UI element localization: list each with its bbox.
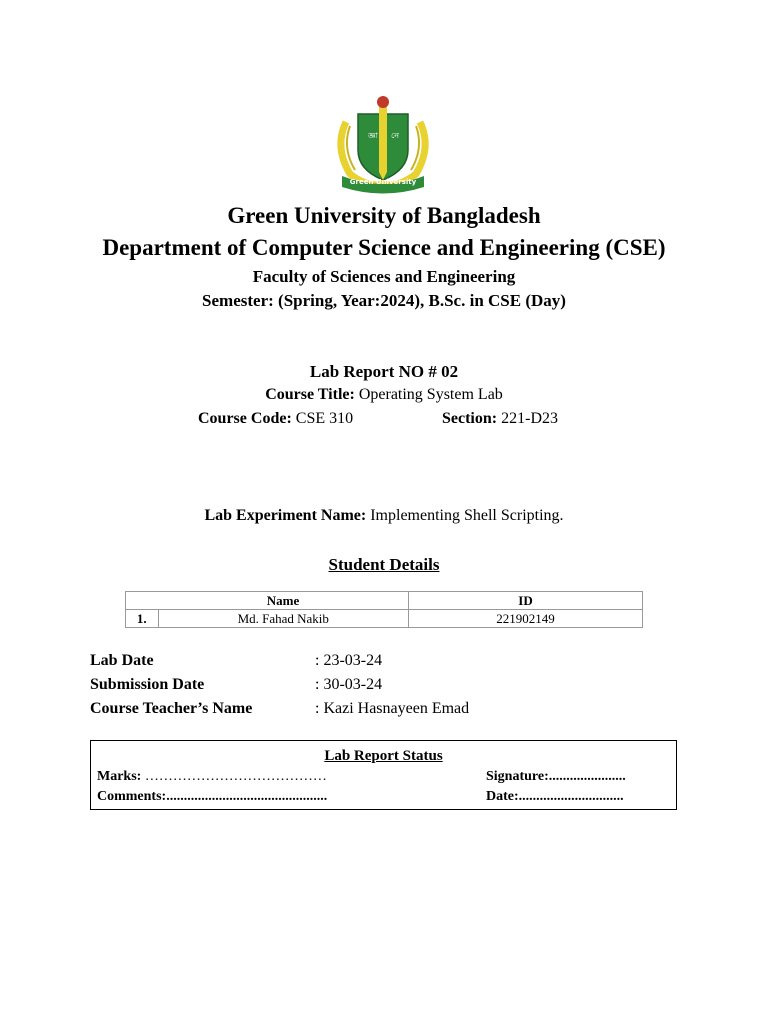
student-name: Md. Fahad Nakib (158, 610, 409, 628)
experiment-label: Lab Experiment Name: (204, 507, 367, 524)
marks-line (97, 769, 327, 785)
date-label: Date: (486, 789, 519, 804)
section-line (442, 410, 558, 428)
course-code-value: CSE 310 (295, 410, 354, 427)
university-logo (328, 92, 438, 196)
submission-date-label: Submission Date (90, 676, 205, 693)
signature-label: Signature: (486, 769, 549, 784)
course-code-line (198, 410, 353, 428)
logo-ribbon-text: Green University (349, 178, 417, 186)
table-header-id: ID (409, 592, 643, 610)
status-title: Lab Report Status (324, 748, 443, 764)
table-header-index (126, 592, 159, 610)
svg-text:নে: নে (391, 131, 400, 140)
student-id: 221902149 (409, 610, 643, 628)
signature-line (486, 769, 626, 785)
student-details-heading: Student Details (328, 555, 440, 574)
comments-line (97, 789, 327, 805)
lab-report-status-box (90, 740, 677, 810)
course-title-line (0, 386, 768, 404)
department-name: Department of Computer Science and Engineering (CSE) (102, 235, 666, 260)
course-code-label: Course Code: (198, 410, 292, 427)
table-header-name: Name (158, 592, 409, 610)
course-title-label: Course Title: (265, 386, 355, 403)
lab-report-number: Lab Report NO # 02 (309, 362, 459, 381)
row-index: 1. (126, 610, 159, 628)
lab-date-label: Lab Date (90, 652, 154, 669)
teacher-name-value: : Kazi Hasnayeen Emad (315, 700, 470, 717)
comments-label: Comments: (97, 789, 167, 804)
signature-dots: ...................... (548, 769, 626, 784)
semester-info: Semester: (Spring, Year:2024), B.Sc. in CSE (Day) (202, 291, 566, 310)
student-table (125, 591, 643, 628)
date-line (486, 789, 624, 805)
submission-date-value: : 30-03-24 (315, 676, 383, 693)
university-name: Green University of Bangladesh (227, 203, 541, 228)
lab-date-value: : 23-03-24 (315, 652, 383, 669)
table-row (126, 610, 643, 628)
teacher-name-label: Course Teacher’s Name (90, 700, 253, 717)
comments-dots: .............................................. (166, 789, 328, 804)
svg-text:জ্ঞা: জ্ঞা (368, 131, 378, 140)
date-dots: .............................. (518, 789, 624, 804)
marks-dots: ………………………………… (144, 769, 327, 784)
section-value: 221-D23 (501, 410, 558, 427)
marks-label: Marks: (97, 769, 142, 784)
experiment-value: Implementing Shell Scripting. (370, 507, 564, 524)
section-label: Section: (442, 410, 498, 427)
table-header-row (126, 592, 643, 610)
course-title-value: Operating System Lab (358, 386, 503, 403)
experiment-line (0, 507, 768, 525)
faculty-name: Faculty of Sciences and Engineering (252, 267, 516, 286)
